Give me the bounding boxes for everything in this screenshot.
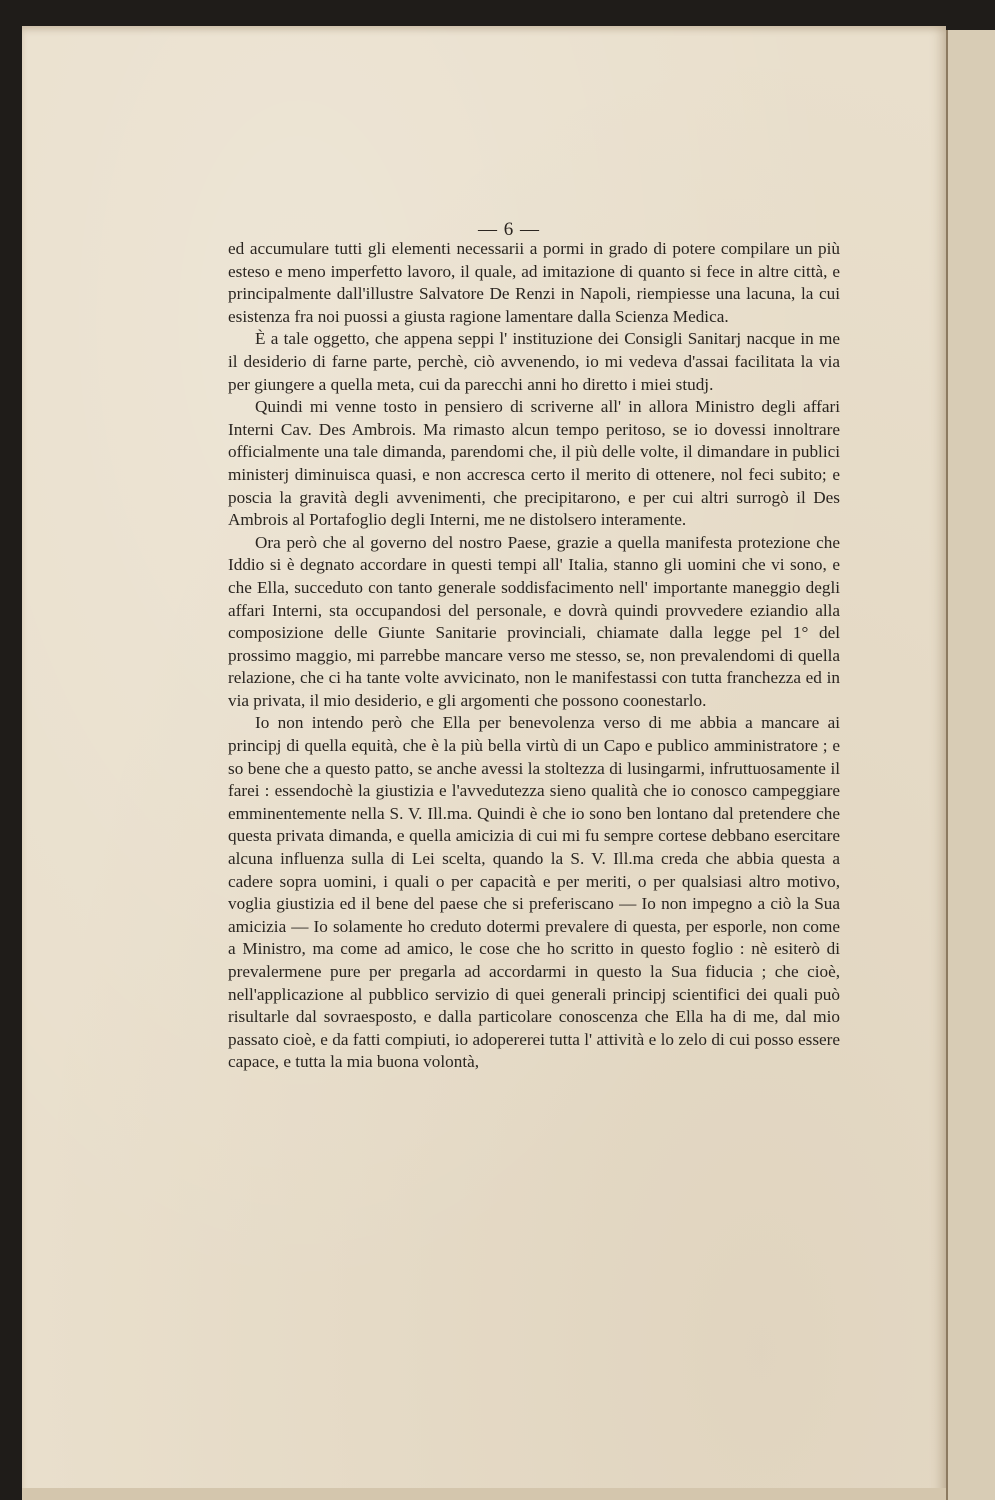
adjacent-page-edge — [946, 30, 995, 1500]
paragraph-5: Io non intendo però che Ella per benevolenza verso di me abbia a mancare ai principj di quella equità, che è la più bella virtù di un Capo e publico amministratore ; e so bene che a questo patto, se anche avessi la stoltezza di lusingarmi, infruttuosamente il farei : essendochè la giustizia e l'avvedutezza sieno qualità che io conosco campeggiare emminentemente nella S. V. Ill.ma. Quindi è che io sono ben lontano dal pretendere che questa privata dimanda, e quella amicizia di cui mi fu sempre cortese debbano esercitare alcuna influenza sulla di Lei scelta, quando la S. V. Ill.ma creda che abbia questa a cadere sopra uomini, i quali o per capacità e per meriti, o per qualsiasi altro motivo, voglia giustizia ed il bene del paese che si preferiscano — Io non impegno a ciò la Sua amicizia — Io solamente ho creduto dotermi prevalere di questa, per esporle, non come a Ministro, ma come ad amico, le cose che ho scritto in questo foglio : nè esiterò di prevalermene pure per pregarla ad accordarmi in questo la Sua fiducia ; che cioè, nell'applicazione al pubblico servizio di quei generali principj scientifici dei quali può risultarle dal sovraesposto, e dalla particolare conoscenza che Ella ha di me, dal mio passato cioè, e da fatti compiuti, io adopererei tutta l' attività e lo zelo di cui posso essere capace, e tutta la mia buona volontà, — [228, 713, 840, 1072]
page-bottom-edge — [22, 1488, 946, 1500]
page-number: — 6 — — [478, 219, 540, 240]
body-text — [228, 238, 840, 1074]
paragraph-4: Ora però che al governo del nostro Paese, grazie a quella manifesta protezione che Iddio si è degnato accordare in questi tempi all' Italia, stanno gli uomini che vi sono, e che Ella, succeduto con tanto generale soddisfacimento nell' importante maneggio degli affari Interni, sta occupandosi del personale, e dovrà quindi provvedere eziandio alla composizione delle Giunte Sanitarie provinciali, chiamate dalla legge pel 1° del prossimo maggio, mi parrebbe mancare verso me stesso, se, non prevalendomi di quella relazione, che ci ha tante volte avvicinato, non le manifestassi con tutta franchezza ed in via privata, il mio desiderio, e gli argomenti che possono coonestarlo. — [228, 532, 840, 710]
paragraph-3: Quindi mi venne tosto in pensiero di scriverne all' in allora Ministro degli affari Interni Cav. Des Ambrois. Ma rimasto alcun tempo peritoso, se io dovessi innoltrare officialmente una tale dimanda, parendomi che, il più delle volte, il dimandare in publici ministerj diminuisca quasi, e non accresca certo il merito di ottenere, nol feci subito; e poscia la gravità degli avvenimenti, che precipitarono, e per cui altri surrogò il Des Ambrois al Portafoglio degli Interni, me ne distolsero interamente. — [228, 397, 840, 530]
paragraph-2: È a tale oggetto, che appena seppi l' instituzione dei Consigli Sanitarj nacque in me il desiderio di farne parte, perchè, ciò avvenendo, io mi vedeva d'assai facilitata la via per giungere a quella meta, cui da parecchi anni ho diretto i miei studj. — [228, 329, 840, 394]
paragraph-1: ed accumulare tutti gli elementi necessarii a pormi in grado di potere compilare un più esteso e meno imperfetto lavoro, il quale, ad imitazione di quanto si fece in altre città, e principalmente dall'illustre Salvatore De Renzi in Napoli, riempiesse una lacuna, la cui esistenza fra noi puossi a giusta ragione lamentare dalla Scienza Medica. — [228, 239, 840, 326]
